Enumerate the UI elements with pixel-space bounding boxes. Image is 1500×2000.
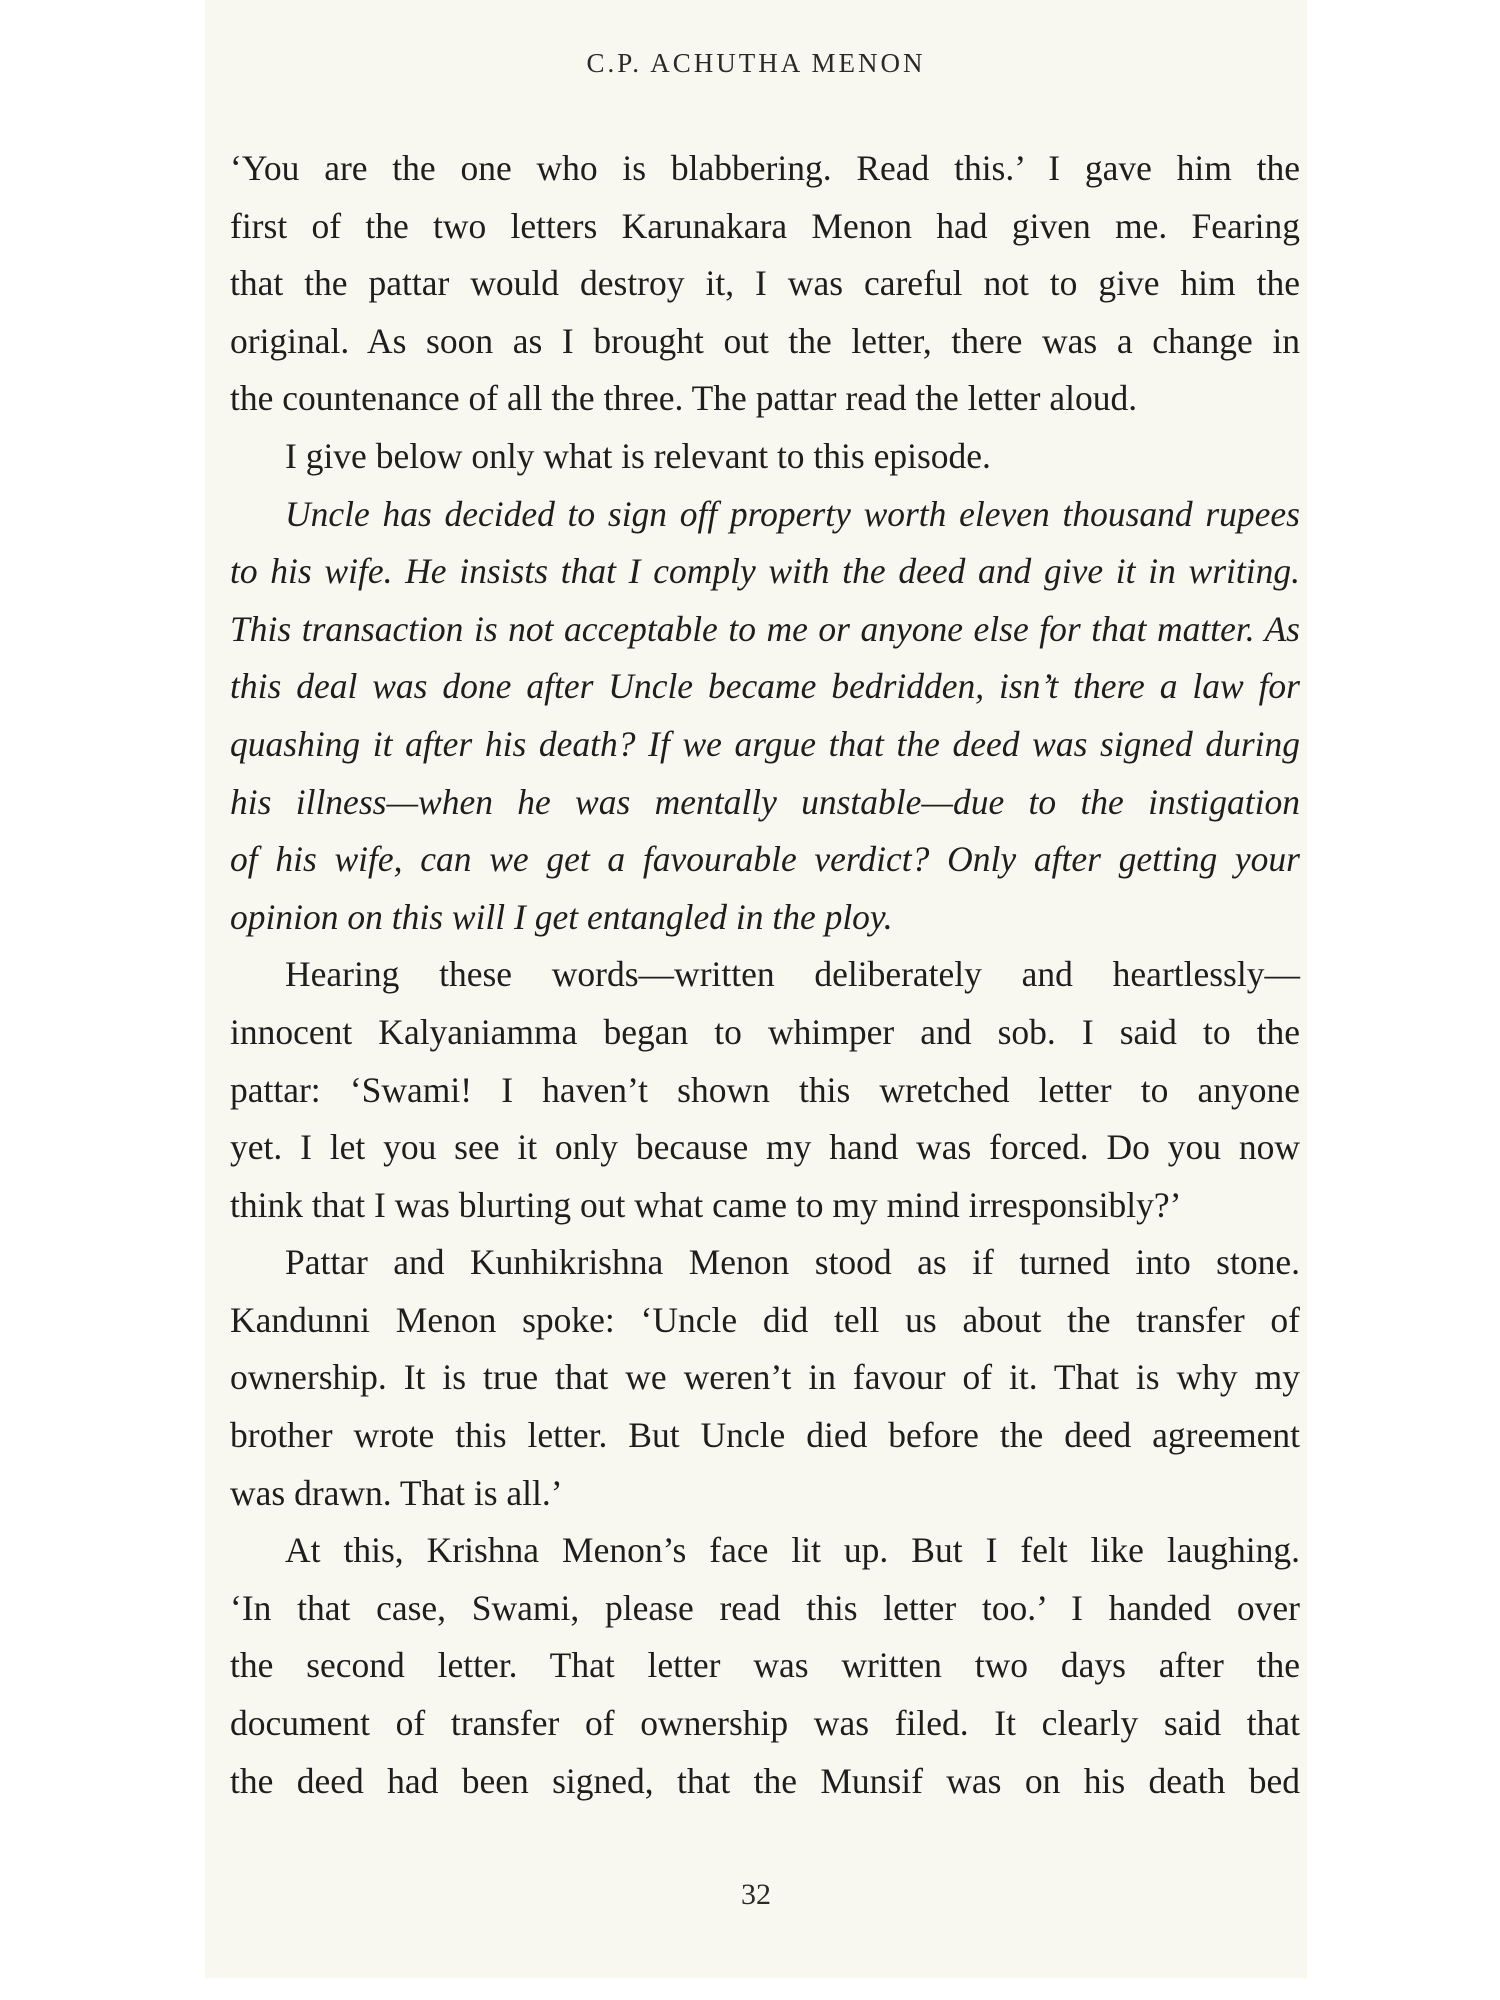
text-line: the deed had been signed, that the Munsif was on his death bed xyxy=(230,1760,1300,1801)
text-line: to his wife. He insists that I comply with the deed and give it in writing. xyxy=(230,551,1300,592)
text-line: of his wife, can we get a favourable verdict? Only after getting your xyxy=(230,839,1300,880)
text-line: pattar: ‘Swami! I haven’t shown this wretched letter to anyone xyxy=(230,1069,1300,1110)
body-text xyxy=(230,140,1300,1810)
text-line: Hearing these words—written deliberately and heartlessly— xyxy=(285,954,1300,995)
paragraph-3 xyxy=(230,946,1300,1234)
text-line: quashing it after his death? If we argue that the deed was signed during xyxy=(230,723,1300,764)
running-header: C.P. ACHUTHA MENON xyxy=(586,48,926,78)
text-line: yet. I let you see it only because my hand was forced. Do you now xyxy=(230,1127,1300,1168)
text-line: that the pattar would destroy it, I was careful not to give him the xyxy=(230,263,1300,304)
text-line: think that I was blurting out what came to my mind irresponsibly?’ xyxy=(230,1184,1182,1225)
text-line: innocent Kalyaniamma began to whimper and sob. I said to the xyxy=(230,1011,1300,1052)
text-line: this deal was done after Uncle became bedridden, isn’t there a law for xyxy=(230,666,1300,707)
text-line: Uncle has decided to sign off property worth eleven thousand rupees xyxy=(285,493,1300,534)
paragraph-1 xyxy=(230,140,1300,428)
text-line: was drawn. That is all.’ xyxy=(230,1472,563,1513)
paragraph-4 xyxy=(230,1234,1300,1522)
text-line: Pattar and Kunhikrishna Menon stood as if turned into stone. xyxy=(285,1242,1300,1283)
book-page xyxy=(205,0,1307,1978)
text-line: his illness—when he was mentally unstable—due to the instigation xyxy=(230,781,1300,822)
text-line: the countenance of all the three. The pattar read the letter aloud. xyxy=(230,378,1138,419)
quoted-letter xyxy=(230,486,1300,947)
text-line: ‘In that case, Swami, please read this letter too.’ I handed over xyxy=(230,1587,1300,1628)
text-line: Kandunni Menon spoke: ‘Uncle did tell us about the transfer of xyxy=(230,1299,1300,1340)
text-line: This transaction is not acceptable to me or anyone else for that matter. As xyxy=(230,608,1300,649)
text-line: I give below only what is relevant to this episode. xyxy=(285,435,991,476)
text-line: first of the two letters Karunakara Menon had given me. Fearing xyxy=(230,205,1300,246)
text-line: original. As soon as I brought out the letter, there was a change in xyxy=(230,320,1300,361)
text-line: opinion on this will I get entangled in the ploy. xyxy=(230,896,893,937)
text-line: document of transfer of ownership was filed. It clearly said that xyxy=(230,1703,1300,1744)
text-line: ownership. It is true that we weren’t in favour of it. That is why my xyxy=(230,1357,1300,1398)
text-line: the second letter. That letter was written two days after the xyxy=(230,1645,1300,1686)
paragraph-2 xyxy=(230,428,1300,486)
page-number: 32 xyxy=(741,1878,771,1911)
text-line: At this, Krishna Menon’s face lit up. But I felt like laughing. xyxy=(285,1530,1300,1571)
paragraph-5 xyxy=(230,1522,1300,1810)
text-line: brother wrote this letter. But Uncle died before the deed agreement xyxy=(230,1415,1300,1456)
text-line: ‘You are the one who is blabbering. Read this.’ I gave him the xyxy=(230,148,1300,188)
